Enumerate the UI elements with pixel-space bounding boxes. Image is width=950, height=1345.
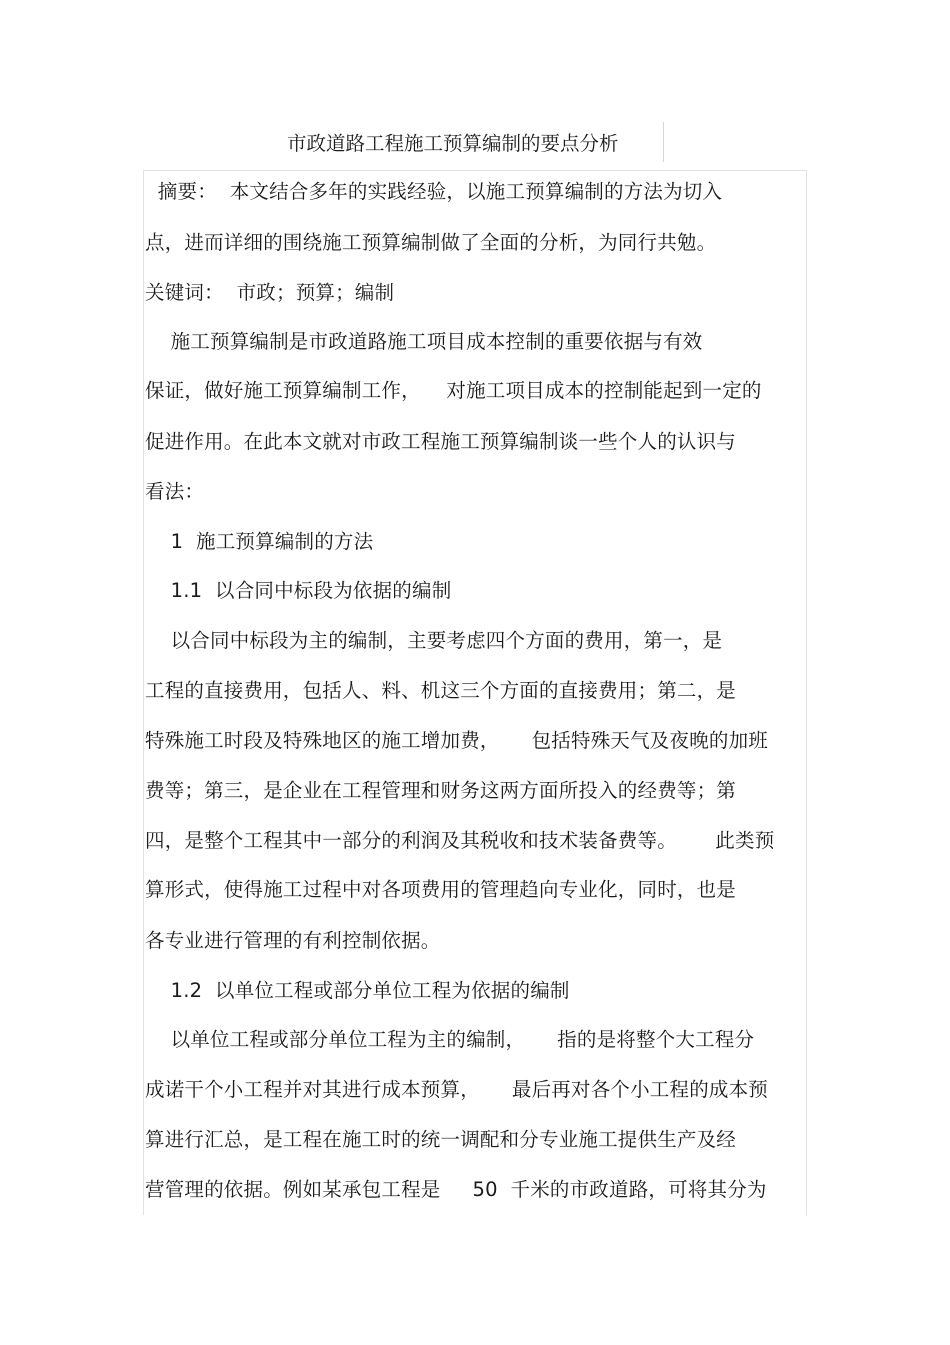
body-line-2: 保证，做好施工预算编制工作， 对施工项目成本的控制能起到一定的	[145, 379, 762, 402]
subsection-heading-1-2: 1.2 以单位工程或部分单位工程为依据的编制	[145, 979, 570, 1002]
body-line-6: 工程的直接费用，包括人、料、机这三个方面的直接费用；第二，是	[145, 679, 737, 702]
body-line-10: 算形式，使得施工过程中对各项费用的管理趋向专业化，同时，也是	[145, 878, 737, 901]
body-line-9: 四，是整个工程其中一部分的利润及其税收和技术装备费等。 此类预	[145, 829, 775, 852]
body-line-3: 促进作用。在此本文就对市政工程施工预算编制谈一些个人的认识与	[145, 430, 737, 453]
frame-right-rule	[806, 170, 807, 1215]
body-line-12: 以单位工程或部分单位工程为主的编制， 指的是将整个大工程分	[145, 1028, 755, 1051]
body-line-11: 各专业进行管理的有利控制依据。	[145, 929, 441, 952]
section-heading-1: 1 施工预算编制的方法	[145, 530, 374, 553]
frame-top-rule	[143, 170, 806, 171]
abstract-line-1: 摘要： 本文结合多年的实践经验，以施工预算编制的方法为切入	[145, 180, 723, 203]
body-line-8: 费等；第三，是企业在工程管理和财务这两方面所投入的经费等；第	[145, 779, 737, 802]
abstract-line-2: 点，进而详细的围绕施工预算编制做了全面的分析，为同行共勉。	[145, 231, 717, 254]
body-line-1: 施工预算编制是市政道路施工项目成本控制的重要依据与有效	[145, 330, 703, 353]
body-line-13: 成诺干个小工程并对其进行成本预算， 最后再对各个小工程的成本预	[145, 1078, 768, 1101]
document-title: 市政道路工程施工预算编制的要点分析	[287, 132, 619, 155]
body-line-4: 看法：	[145, 480, 205, 503]
body-line-7: 特殊施工时段及特殊地区的施工增加费， 包括特殊天气及夜晚的加班	[145, 729, 768, 752]
keywords-line: 关键词： 市政；预算；编制	[145, 281, 395, 304]
subsection-heading-1-1: 1.1 以合同中标段为依据的编制	[145, 579, 452, 602]
body-line-15: 营管理的依据。例如某承包工程是 50 千米的市政道路，可将其分为	[145, 1178, 767, 1201]
title-divider	[663, 122, 664, 162]
frame-left-rule	[143, 170, 144, 1215]
body-line-5: 以合同中标段为主的编制，主要考虑四个方面的费用，第一，是	[145, 629, 723, 652]
body-line-14: 算进行汇总，是工程在施工时的统一调配和分专业施工提供生产及经	[145, 1128, 737, 1151]
